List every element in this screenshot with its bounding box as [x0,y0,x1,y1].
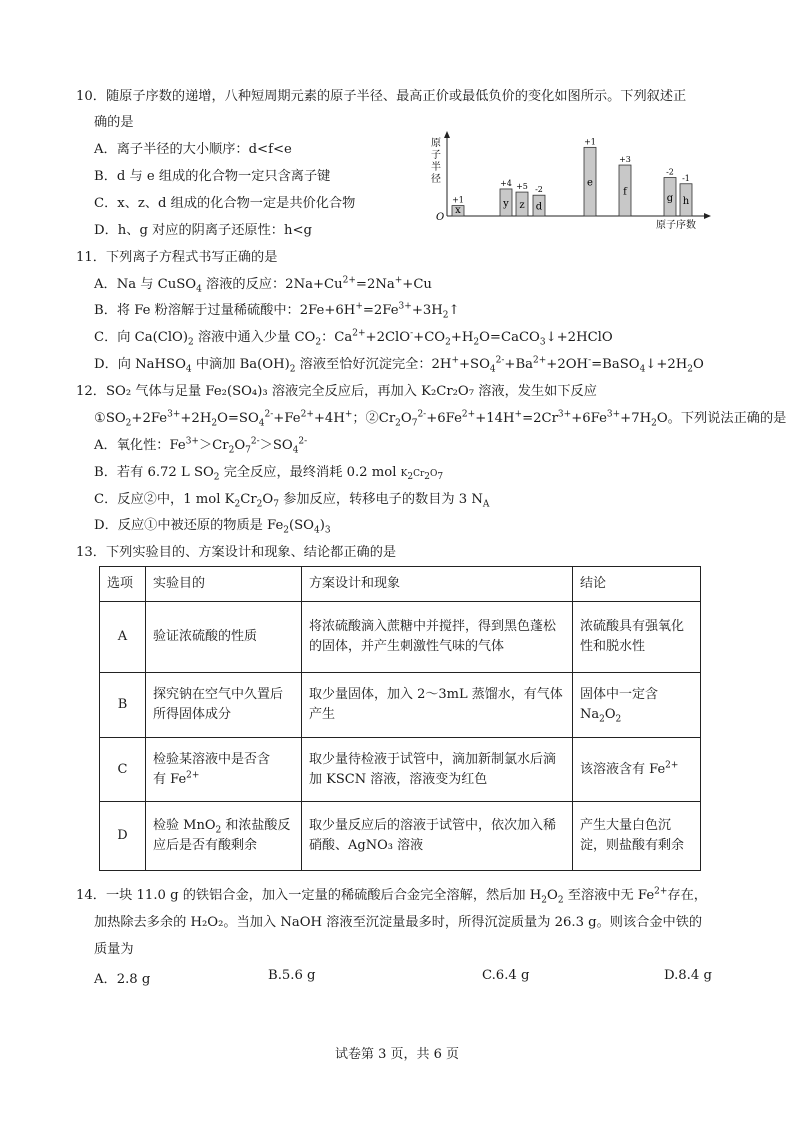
row-option: A [100,602,146,673]
row-conclusion-text: 固体中一定含 [580,687,659,702]
chart-bar-label-e: e [587,177,593,189]
row-purpose: 检验 MnO$_2$ 和浓盐酸反应后是否有酸剩余 [146,802,302,871]
chart-bar-label-h: h [682,195,690,207]
chart-valence-label-e: +1 [584,137,596,147]
q14-stem-line3: 质量为 [94,942,134,957]
chart-ylabel-char: 原 [431,138,441,149]
chart-bar-label-d: d [535,201,543,213]
chart-ylabel-char: 径 [431,174,441,185]
q12-option-b: B．若有 6.72 L $SO_2$ 完全反应，最终消耗 0.2 mol $K_2Cr_2O_7$ [94,465,444,483]
chart-origin-label: O [436,212,445,223]
q11-option-a: A．Na 与 CuSO$_4$ 溶液的反应：$2Na+Cu^{2+}=2Na^++Cu$ [94,275,432,295]
row-design: 将浓硫酸滴入蔗糖中并搅拌，得到黑色蓬松的固体，并产生刺激性气味的气体 [302,602,573,673]
page-footer: 试卷第 3 页，共 6 页 [334,1047,460,1062]
chart-valence-label-g: -2 [666,167,674,177]
chart-valence-label-d: -2 [535,185,543,195]
table-header-row [100,567,701,602]
q10-option-c: C．x、z、d 组成的化合物一定是共价化合物 [94,196,356,211]
table-row [100,738,701,802]
q14-option-c: C.6.4 g [482,968,530,983]
atomic-radius-chart [424,128,714,238]
table-row [100,673,701,738]
experiment-table [99,566,701,871]
q10-option-b: B．d 与 e 组成的化合物一定只含离子键 [94,169,331,184]
table-row [100,602,701,673]
chart-bars [452,137,692,216]
q10-option-d: D．h、g 对应的阴离子还原性：h<g [94,223,312,238]
q10-stem-line1: 10．随原子序数的递增，八种短周期元素的原子半径、最高正价或最低负价的变化如图所示。下列叙述正 [76,89,687,104]
row-option: D [100,802,146,871]
q14-stem-line1: 14．一块 11.0 g 的铁铝合金，加入一定量的稀硫酸后合金完全溶解，然后加 $H_2O_2$ 至溶液中无 $Fe^{2+}$存在， [76,886,707,906]
row-option: C [100,738,146,802]
row-design: 取少量固体，加入 2～3mL 蒸馏水，有气体产生 [302,673,573,738]
row-conclusion: 浓硫酸具有强氧化性和脱水性 [573,602,701,673]
chart-valence-label-y: +4 [500,178,512,188]
chart-bar-label-z: z [519,200,525,212]
chart-xlabel: 原子序数 [656,220,696,231]
q11-option-d: D．向 NaHSO$_4$ 中滴加 $Ba(OH)_2$ 溶液至恰好沉淀完全：$2H^++SO_4^{2-}+Ba^{2+}+2OH^-=BaSO_4↓+2H_2O$ [94,355,704,375]
q14-option-a: A．2.8 g [94,972,151,987]
chart-x-axis-arrow [704,213,711,219]
q12-option-c: C．反应②中，1 mol $K_2Cr_2O_7$ 参加反应，转移电子的数目为 3 $N_A$ [94,492,490,510]
chart-bar-label-x: x [455,205,461,216]
row-design: 取少量反应后的溶液于试管中，依次加入稀硝酸、AgNO₃ 溶液 [302,802,573,871]
q12-stem: 12．SO₂ 气体与足量 Fe₂(SO₄)₃ 溶液完全反应后，再加入 K₂Cr₂O₇ 溶液，发生如下反应 [76,384,597,399]
q10-option-a: A．离子半径的大小顺序：d<f<e [94,142,292,157]
chart-valence-label-f: +3 [619,155,631,165]
q12-option-a: A．氧化性：$Fe^{3+}>Cr_2O_7^{2-}>SO_4^{2-}$ [94,436,308,456]
header-option: 选项 [100,567,146,602]
q12-option-d: D．反应①中被还原的物质是 $Fe_2(SO_4)_3$ [94,518,331,536]
row-conclusion: 固体中一定含 $Na_2O_2$ [573,673,701,738]
row-conclusion: 该溶液含有 $Fe^{2+}$ [573,738,701,802]
q14-option-d: D.8.4 g [664,968,712,983]
chart-y-axis-arrow [444,131,450,138]
header-purpose: 实验目的 [146,567,302,602]
chart-bar-label-g: g [666,192,674,204]
chart-valence-label-z: +5 [516,182,528,192]
row-purpose: 检验某溶液中是否含 有 $Fe^{2+}$ [146,738,302,802]
chart-ylabel-char: 半 [431,162,441,173]
q12-reactions: $①SO_2+2Fe^{3+}+2H_2O=SO_4^{2-}+Fe^{2+}+4H^+$；$②Cr_2O_7^{2-}+6Fe^{2+}+14H^+=2Cr^{3+}+6Fe^{3+}+7H_2O$。下列说法正确的是 [94,409,787,429]
header-conclusion: 结论 [573,567,701,602]
row-purpose: 验证浓硫酸的性质 [146,602,302,673]
row-conclusion: 产生大量白色沉淀，则盐酸有剩余 [573,802,701,871]
chart-bar-label-y: y [503,198,509,210]
q14-stem-line2: 加热除去多余的 H₂O₂。当加入 NaOH 溶液至沉淀量最多时，所得沉淀质量为 26.3 g。则该合金中铁的 [94,915,703,930]
row-design: 取少量待检液于试管中，滴加新制氯水后滴加 KSCN 溶液，溶液变为红色 [302,738,573,802]
chart-valence-label-h: -1 [682,173,690,183]
chart-bar-label-f: f [623,186,627,198]
chart-valence-label-x: +1 [452,195,464,205]
table-row [100,802,701,871]
row-purpose: 探究钠在空气中久置后所得固体成分 [146,673,302,738]
chart-ylabel [431,137,441,185]
header-design: 方案设计和现象 [302,567,573,602]
q11-option-b: B．将 Fe 粉溶解于过量稀硫酸中：$2Fe+6H^+=2Fe^{3+}+3H_2↑$ [94,301,460,321]
q11-option-c: C．向 $Ca(ClO)_2$ 溶液中通入少量 $CO_2$：$Ca^{2+}+2ClO^-+CO_2+H_2O=CaCO_3↓+2HClO$ [94,328,613,348]
row-conclusion-text: 该溶液含有 Fe [580,761,666,777]
q11-stem: 11．下列离子方程式书写正确的是 [76,250,278,265]
row-option: B [100,673,146,738]
q10-stem-line2: 确的是 [94,115,134,130]
chart-ylabel-char: 子 [431,150,441,161]
q13-stem: 13．下列实验目的、方案设计和现象、结论都正确的是 [76,545,397,560]
row-purpose-text: 检验某溶液中是否含 [153,751,271,767]
q14-option-b: B.5.6 g [268,968,316,983]
